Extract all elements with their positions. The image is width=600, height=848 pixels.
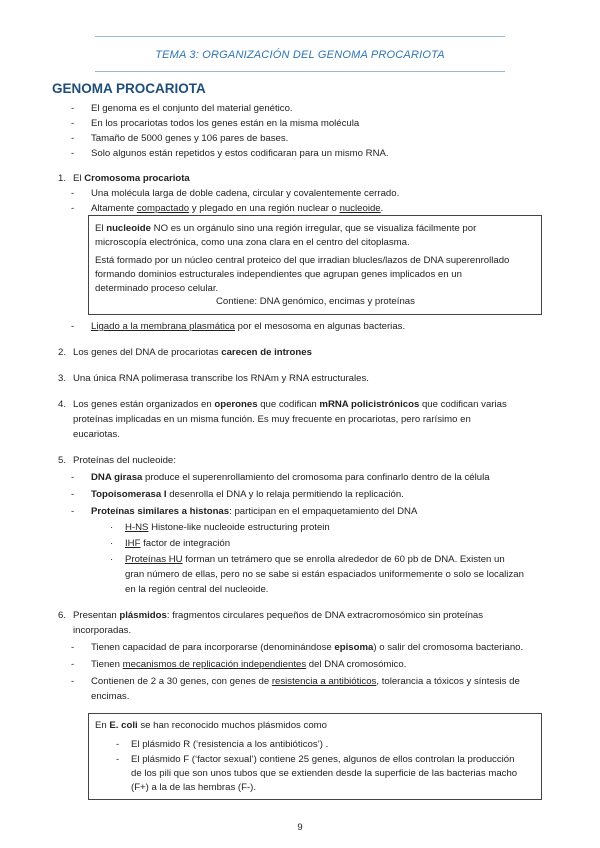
section-1-title: El Cromosoma procariota: [73, 173, 190, 184]
ecoli-box-line: (F+) a la de las hembras (F-).: [131, 782, 257, 793]
bullet-dash: -: [71, 203, 75, 214]
section-4-line: eucariotas.: [73, 429, 120, 440]
intro-item: Solo algunos están repetidos y estos codificaran para un mismo RNA.: [91, 148, 389, 159]
nucleoid-protein-item: Proteínas similares a histonas: participan en el empaquetamiento del DNA: [91, 506, 418, 517]
sub-bullet: ·: [110, 522, 114, 533]
nucleoide-box-line: determinado proceso celular.: [95, 283, 219, 294]
nucleoid-protein-item: DNA girasa produce el superenrollamiento del cromosoma para confinarlo dentro de la célula: [91, 472, 490, 483]
nucleoid-protein-item: Topoisomerasa I desenrolla el DNA y lo relaja permitiendo la replicación.: [91, 489, 404, 500]
bullet-dash: -: [71, 506, 75, 517]
bullet-dash: -: [71, 103, 75, 114]
section-number: 4.: [58, 399, 67, 410]
histone-like-item-line: gran número de ellas, pero no se sabe si están espaciados uniformemente o solo se localizan: [125, 569, 524, 580]
sub-bullet: ·: [110, 538, 114, 549]
ecoli-box-line: de los pili que son unos tubos que se extienden desde la superficie de las bacterias macho: [131, 768, 518, 779]
section-4-line: Los genes están organizados en operones que codifican mRNA policistrónicos que codifican varias: [73, 399, 507, 410]
bullet-dash: -: [71, 321, 75, 332]
intro-item: En los procariotas todos los genes están en la misma molécula: [91, 118, 360, 129]
bullet-dash: -: [71, 188, 75, 199]
plasmid-item: Tienen mecanismos de replicación independientes del DNA cromosómico.: [91, 659, 407, 670]
section-4-line: proteínas implicadas en un misma función. Es muy frecuente en procariotas, pero rarísimo en: [73, 414, 471, 425]
section-1-item: Una molécula larga de doble cadena, circular y covalentemente cerrado.: [91, 188, 400, 199]
ecoli-box-line: En E. coli se han reconocido muchos plásmidos como: [95, 720, 327, 731]
section-number: 1.: [58, 173, 67, 184]
bullet-dash: -: [116, 754, 120, 765]
histone-like-item: H-NS Histone-like nucleoide estructuring protein: [125, 522, 330, 533]
intro-item: El genoma es el conjunto del material genético.: [91, 103, 293, 114]
plasmid-item-line: encimas.: [91, 691, 130, 702]
ecoli-box-line: El plásmido R (‘resistencia a los antibióticos’) .: [131, 739, 329, 750]
bullet-dash: -: [71, 676, 75, 687]
bullet-dash: -: [71, 659, 75, 670]
bullet-dash: -: [71, 133, 75, 144]
section-5-title: Proteínas del nucleoide:: [73, 455, 176, 466]
nucleoide-box-line: formando dominios estructurales independientes que agrupan genes implicados en un: [95, 269, 462, 280]
header-rule-top: [95, 36, 505, 37]
section-3-text: Una única RNA polimerasa transcribe los RNAm y RNA estructurales.: [73, 373, 369, 384]
nucleoide-box-line: Está formado por un núcleo central proteico del que irradian blucles/lazos de DNA superenrollado: [95, 255, 510, 266]
histone-like-item: IHF factor de integración: [125, 538, 231, 549]
nucleoide-box-line: Contiene: DNA genómico, encimas y proteínas: [216, 296, 415, 307]
histone-like-item-line: en la región central del nucleoide.: [125, 584, 269, 595]
bullet-dash: -: [71, 642, 75, 653]
section-6-line: incorporadas.: [73, 625, 132, 636]
bullet-dash: -: [71, 489, 75, 500]
bullet-dash: -: [71, 148, 75, 159]
nucleoide-box-line: El nucleoide NO es un orgánulo sino una región irregular, que se visualiza fácilmente por: [95, 223, 477, 234]
histone-like-item: Proteínas HU forman un tetrámero que se enrolla alrededor de 60 pb de DNA. Existen un: [125, 554, 505, 565]
section-6-line: Presentan plásmidos: fragmentos circulares pequeños de DNA extracromosómico sin proteínas: [73, 610, 484, 621]
plasmid-item: Contienen de 2 a 30 genes, con genes de resistencia a antibióticos, tolerancia a tóxicos y síntesis de: [91, 676, 520, 687]
sub-bullet: ·: [110, 554, 114, 565]
header-rule-bottom: [95, 71, 505, 72]
page-topic: TEMA 3: ORGANIZACIÓN DEL GENOMA PROCARIOTA: [155, 49, 445, 61]
bullet-dash: -: [116, 739, 120, 750]
section-number: 3.: [58, 373, 67, 384]
bullet-dash: -: [71, 118, 75, 129]
nucleoide-box-line: microscopía electrónica, como una zona clara en el centro del citoplasma.: [95, 237, 410, 248]
section-number: 2.: [58, 347, 67, 358]
bullet-dash: -: [71, 472, 75, 483]
ecoli-box-line: El plásmido F (‘factor sexual’) contiene 25 genes, algunos de ellos controlan la producción: [131, 754, 515, 765]
plasmid-item: Tienen capacidad de para incorporarse (denominándose episoma) o salir del cromosoma bacteriano.: [91, 642, 524, 653]
section-1-item: Altamente compactado y plegado en una región nuclear o nucleoide.: [91, 203, 384, 214]
section-number: 5.: [58, 455, 67, 466]
intro-item: Tamaño de 5000 genes y 106 pares de bases.: [91, 133, 289, 144]
section-number: 6.: [58, 610, 67, 621]
page-number: 9: [297, 822, 303, 833]
section-heading: GENOMA PROCARIOTA: [52, 81, 206, 96]
section-2-text: Los genes del DNA de procariotas carecen de intrones: [73, 347, 312, 358]
section-1-item: Ligado a la membrana plasmática por el mesosoma en algunas bacterias.: [91, 321, 406, 332]
